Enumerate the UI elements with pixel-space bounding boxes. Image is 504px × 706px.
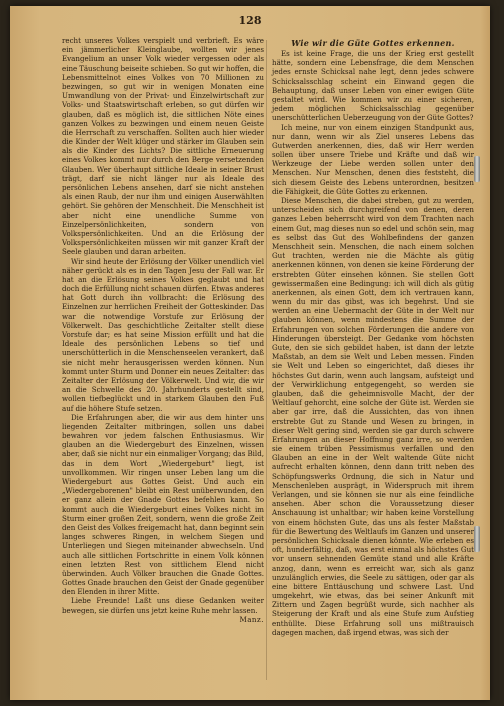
article-heading: Wie wir die Güte Gottes erkennen. <box>291 38 455 48</box>
binder-clip <box>474 156 480 182</box>
paragraph: Wir sind heute der Erlösung der Völker unendlich viel näher gerückt als es in den Tagen Jesu der Fall war. Er hat an die Erlösung seines Volkes geglaubt und hat doch die Erfüllung nicht schauen dürfen. Etwas anderes hat Gott durch ihn vollbracht: die Erlösung des Einzelnen zur herrlichen Freiheit der Gotteskinder. Das war die notwendige Vorstufe zur Erlösung der Völkerwelt. Das geschichtliche Zeitalter stellt diese Vorstufe dar; es hat seine Mission erfüllt und hat die Ideale des persönlichen Lebens so tief und unerschütterlich in die Menschenseelen verankert, daß sie nicht mehr herausgerissen werden können. Nun kommt unter Sturm und Donner ein neues Zeitalter: das Zeitalter der Erlösung der Völkerwelt. Und wir, die wir an die Schwelle des 20. Jahrhunderts gestellt sind, wollen tiefbeglückt und in starkem Glauben den Fuß auf die höhere Stufe setzen. <box>62 256 264 413</box>
paragraph: Es ist keine Frage, die uns der Krieg erst gestellt hätte, sondern eine Lebensfrage, die dem Menschen jedes ernste Schicksal nahe legt, denn jedes schwere Schicksalsschlag scheint ein Einwand gegen die Behauptung, daß unser Leben von einer ewigen Güte gestaltet wird. Wie kommen wir zu einer sicheren, jedem möglichen Schicksalsschlag gegenüber unerschütterlichen Ueberzeugung von der Güte Gottes? <box>272 49 474 123</box>
paragraph-closing <box>62 596 264 624</box>
left-column <box>62 36 264 624</box>
paragraph: Die Erfahrungen aber, die wir aus dem hinter uns liegenden Zeitalter mitbringen, sollen uns dabei bewahren vor jedem falschen Enthusiasmus. Wir glauben an die Wiedergeburt des Einzelnen, wissen aber, daß sie nicht nur ein einmaliger Vorgang; das Bild, das in dem Wort „Wiedergeburt" liegt, ist unvollkommen. Wir ringen unser Leben lang um die Wiedergeburt aus Gottes Geist. Und auch ein „Wiedergeborenen" bleibt ein Rest unüberwunden, den er ganz allein der Gnade Gottes befehlen kann. So kommt auch die Wiedergeburt eines Volkes nicht im Sturm einer großen Zeit, sondern, wenn die große Zeit den Geist des Volkes freigemacht hat, dann beginnt sein langes schweres Ringen, in welchem Siegen und Unterliegen und Siegen miteinander abwechseln. Und auch alle sittlichen Fortschritte in einem Volk können einen letzten Rest von sittlichem Elend nicht überwinden. Auch Völker brauchen die Gnade Gottes. Gottes Gnade brauchen den Geist der Gnade gegenüber den Elenden in ihrer Mitte. <box>62 412 264 597</box>
signature: Manz. <box>239 614 264 624</box>
document-page <box>10 6 490 700</box>
paragraph: recht unseres Volkes verspielt und verbrieft. Es wäre ein jämmerlicher Kleinglaube, wollten wir jenes Evangelium an unser Volk wieder vergessen oder als eine Täuschung beiseite schieben. So gut wir hoffen, die Lebensmittelnot eines Volkes von 70 Millionen zu bezwingen, so gut wir in wenigen Monaten eine Umwandlung von der Privat- und Einzelwirtschaft zur Volks- und Staatswirtschaft erleben, so gut dürfen wir glauben, daß es möglich ist, die sittlichen Nöte eines ganzen Volkes zu bezwingen und einem neuen Geiste die Herrschaft zu verschaffen. Sollten auch hier wieder die Kinder der Welt klüger und stärker im Glauben sein als die Kinder des Lichts? Die sittliche Erneuerung eines Volkes kommt nur durch den Berge versetzenden Glauben. Wer überhaupt sittliche Ideale in seiner Brust trägt, darf sie nicht länger nur als Ideale des persönlichen Lebens ansehen, darf sie nicht anstehen als einen Raub, der nur ihm und einigen Auserwählten gehört. Sie gehören der Menschheit. Die Menschheit ist aber nicht eine unendliche Summe von Einzelpersönlichkeiten, sondern von Volkspersönlichkeiten. Und an die Erlösung der Volkspersönlichkeiten müssen wir mit ganzer Kraft der Seele glauben und daran arbeiten. <box>62 36 264 257</box>
paragraph: Diese Menschen, die dabei streben, gut zu werden, unterscheiden sich durchgreifend von denen, deren ganzes Leben beherrscht wird von dem Trachten nach einem Gut, mag dieses nun so edel und schön sein, mag es selbst das Gut des Wohlbefindens der ganzen Menschheit sein. Menschen, die nach einem solchen Gut trachten, werden nie die Mächte als gütig anerkennen können, von denen sie keine Förderung der erstrebten Güter einsehen können. Sie stellen Gott gewissermaßen eine Bedingung: ich will dich als gütig anerkennen, als einen Gott, dem ich vertrauen kann, wenn du mir das gibst, was ich begehrst. Und sie werden an eine Uebermacht der Güte in der Welt nur glauben können, wenn mindestens die Summe der Erfahrungen von solchen Förderungen die andere von Hinderungen übersteigt. Der Gedanke vom höchsten Gute, den sie sich gebildet haben, ist dann der letzte Maßstab, an dem sie Welt und Leben messen. Finden sie Welt und Leben so eingerichtet, daß dieses ihr höchstes Gut darin, wenn auch langsam, aufsteigt und der Verwirklichung entgegengeht, so werden sie glauben, daß die geheimnisvolle Macht, der der Weltlauf gehorcht, eine solche der Güte ist. Werden sie aber gar irre, daß die Aussichten, das von ihnen erstrebte Gut zu Stande und Wesen zu bringen, in dieser Welt gering sind, werden sie gar durch schwere Erfahrungen an dieser Hoffnung ganz irre, so werden sie einem trüben Pessimismus verfallen und den Glauben an eine in der Welt waltende Güte nicht aufrecht erhalten können, denn dann tritt neben des Schöpfungswerks Ordnung, die sich in Natur und Menschenleben ausprägt, in Widerspruch mit ihrem Verlangen, und sie können sie nur als eine feindliche ansehen. Aber schon die Voraussetzung dieser Anschauung ist unhaltbar; wir haben keine Vorstellung von einem höchsten Gute, das uns als fester Maßstab für die Bewertung des Weltlaufs im Ganzen und unserer persönlichen Schicksale dienen könnte. Wie erleben es oft, hunderfältig, daß, was erst einmal als höchstes Gut vor unsern sehnenden Gemüte stand und alle Kräfte anzog, dann, wenn es erreicht war, sich als ganz unzulänglich erwies, die Seele zu sättigen, oder gar als eine bittere Enttäuschung und schwere Last. Und umgekehrt, wie etwas, das bei seiner Ankunft mit Zittern und Zagen begrüßt wurde, sich nachher als Steigerung der Kraft und als eine Stufe zum Aufstieg enthüllte. Diese Erfahrung soll uns mißtrauisch dagegen machen, daß irgend etwas, was sich der <box>272 196 474 637</box>
page-number: 128 <box>238 14 262 27</box>
right-column <box>272 38 474 637</box>
closing-text: Liebe Freunde! Laßt uns diese Gedanken weiter bewegen, sie dürfen uns jetzt keine Ruhe mehr lassen. <box>62 596 264 615</box>
paragraph: Ich meine, nur von einem einzigen Standpunkt aus, nur dann, wenn wir als Ziel unseres Lebens das Gutwerden anerkennen, dies, daß wir Herr werden sollen über unsere Triebe und Kräfte und daß wir Werkzeuge der Liebe werden sollen unter den Menschen. Nur Menschen, denen dies feststeht, die sich diesem Geiste des Lebens unterordnen, besitzen die Fähigkeit, die Güte Gottes zu erkennen. <box>272 122 474 196</box>
binder-clip <box>474 526 480 552</box>
column-divider <box>266 40 267 680</box>
